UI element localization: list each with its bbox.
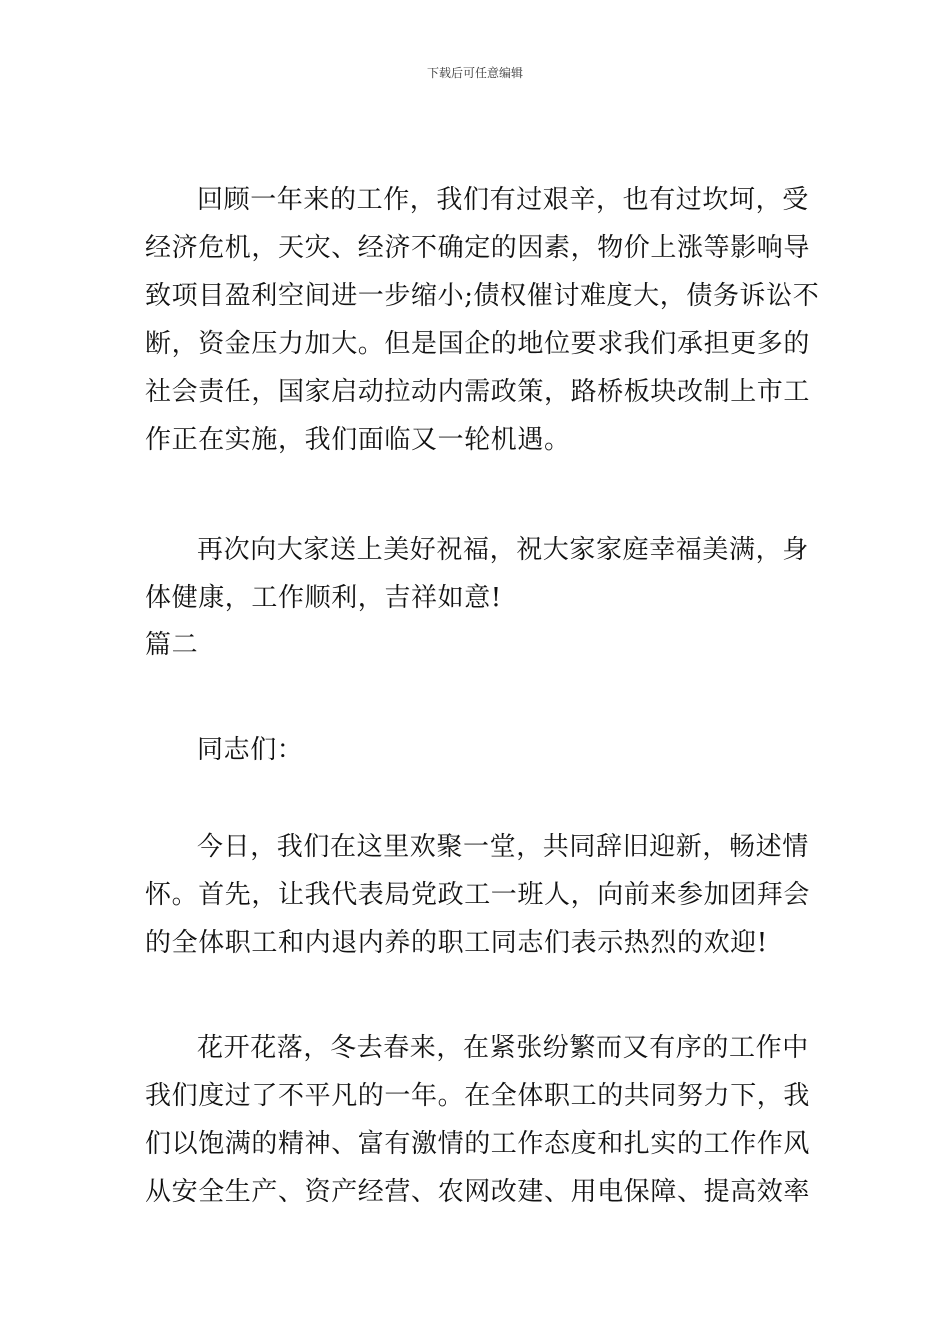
- paragraph-line: 社会责任，国家启动拉动内需政策，路桥板块改制上市工: [145, 377, 811, 407]
- section-heading: 篇二: [145, 630, 199, 660]
- paragraph-line: 们以饱满的精神、富有激情的工作态度和扎实的工作作风: [145, 1129, 811, 1159]
- paragraph-line: 致项目盈利空间进一步缩小;债权催讨难度大，债务诉讼不: [145, 281, 820, 311]
- paragraph-line: 经济危机，天灾、经济不确定的因素，物价上涨等影响导: [145, 233, 811, 263]
- paragraph-line: 怀。首先，让我代表局党政工一班人，向前来参加团拜会: [145, 880, 811, 910]
- paragraph-line: 回顾一年来的工作，我们有过艰辛，也有过坎坷，受: [197, 185, 809, 215]
- paragraph-line: 从安全生产、资产经营、农网改建、用电保障、提高效率: [145, 1177, 811, 1207]
- salutation: 同志们：: [197, 735, 304, 765]
- paragraph-line: 再次向大家送上美好祝福，祝大家家庭幸福美满，身: [197, 535, 809, 565]
- paragraph-line: 作正在实施，我们面临又一轮机遇。: [145, 425, 571, 455]
- page-header: 下载后可任意编辑: [426, 66, 523, 80]
- paragraph-line: 体健康，工作顺利，吉祥如意!: [145, 583, 502, 613]
- paragraph-line: 我们度过了不平凡的一年。在全体职工的共同努力下，我: [145, 1081, 811, 1111]
- paragraph-line: 花开花落，冬去春来，在紧张纷繁而又有序的工作中: [197, 1033, 809, 1063]
- paragraph-line: 今日，我们在这里欢聚一堂，共同辞旧迎新，畅述情: [197, 832, 809, 862]
- paragraph-line: 断，资金压力加大。但是国企的地位要求我们承担更多的: [145, 329, 811, 359]
- paragraph-line: 的全体职工和内退内养的职工同志们表示热烈的欢迎!: [145, 928, 768, 958]
